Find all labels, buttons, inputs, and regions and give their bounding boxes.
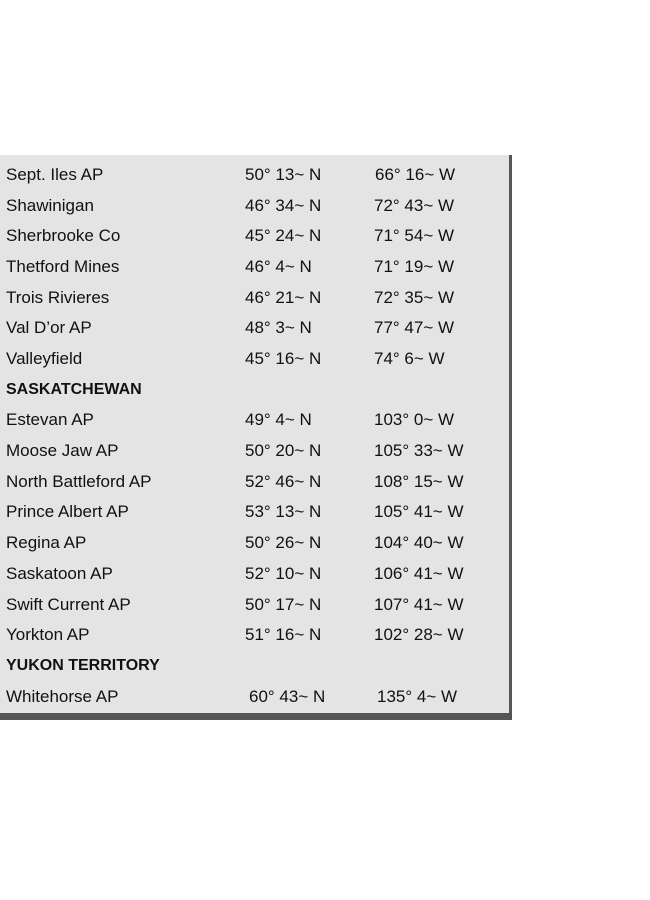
latitude: 46° 21~ N <box>245 288 322 307</box>
location-table <box>0 155 512 720</box>
province-heading: SASKATCHEWAN <box>6 381 142 398</box>
longitude: 103° 0~ W <box>374 410 455 429</box>
table-row <box>0 196 509 227</box>
latitude: 45° 16~ N <box>245 349 322 368</box>
latitude: 50° 13~ N <box>245 165 322 184</box>
longitude: 106° 41~ W <box>374 564 464 583</box>
location-name: Saskatoon AP <box>6 564 113 583</box>
longitude: 102° 28~ W <box>374 625 464 644</box>
longitude: 72° 35~ W <box>374 288 455 307</box>
latitude: 50° 26~ N <box>245 533 322 552</box>
location-name: Regina AP <box>6 533 87 552</box>
latitude: 60° 43~ N <box>249 687 326 706</box>
table-row <box>0 257 509 288</box>
location-name: Sept. Iles AP <box>6 165 104 184</box>
longitude: 77° 47~ W <box>374 318 455 337</box>
latitude: 52° 10~ N <box>245 564 322 583</box>
table-row <box>0 318 509 349</box>
latitude: 50° 20~ N <box>245 441 322 460</box>
table-row <box>0 349 509 380</box>
table-row <box>0 687 509 718</box>
table-row <box>0 441 509 472</box>
latitude: 45° 24~ N <box>245 226 322 245</box>
location-name: Sherbrooke Co <box>6 226 121 245</box>
table-row <box>0 472 509 503</box>
latitude: 46° 34~ N <box>245 196 322 215</box>
longitude: 74° 6~ W <box>374 349 445 368</box>
table-row <box>0 226 509 257</box>
table-row <box>0 533 509 564</box>
table-row <box>0 595 509 626</box>
location-name: Moose Jaw AP <box>6 441 119 460</box>
latitude: 53° 13~ N <box>245 502 322 521</box>
location-name: North Battleford AP <box>6 472 152 491</box>
latitude: 48° 3~ N <box>245 318 312 337</box>
latitude: 49° 4~ N <box>245 410 312 429</box>
latitude: 51° 16~ N <box>245 625 322 644</box>
province-heading: YUKON TERRITORY <box>6 657 160 674</box>
longitude: 108° 15~ W <box>374 472 464 491</box>
latitude: 52° 46~ N <box>245 472 322 491</box>
longitude: 71° 54~ W <box>374 226 455 245</box>
location-name: Thetford Mines <box>6 257 120 276</box>
latitude: 46° 4~ N <box>245 257 312 276</box>
section-heading <box>0 380 509 411</box>
location-name: Yorkton AP <box>6 625 90 644</box>
longitude: 66° 16~ W <box>375 165 456 184</box>
longitude: 71° 19~ W <box>374 257 455 276</box>
location-name: Trois Rivieres <box>6 288 110 307</box>
longitude: 135° 4~ W <box>377 687 458 706</box>
location-name: Estevan AP <box>6 410 94 429</box>
location-name: Shawinigan <box>6 196 94 215</box>
location-name: Swift Current AP <box>6 595 131 614</box>
table-row <box>0 625 509 656</box>
latitude: 50° 17~ N <box>245 595 322 614</box>
longitude: 107° 41~ W <box>374 595 464 614</box>
longitude: 72° 43~ W <box>374 196 455 215</box>
table-row <box>0 165 509 196</box>
table-row <box>0 564 509 595</box>
table-row <box>0 410 509 441</box>
table-row <box>0 288 509 319</box>
location-name: Prince Albert AP <box>6 502 129 521</box>
longitude: 104° 40~ W <box>374 533 464 552</box>
location-name: Val D’or AP <box>6 318 92 337</box>
location-name: Valleyfield <box>6 349 83 368</box>
location-name: Whitehorse AP <box>6 687 119 706</box>
longitude: 105° 33~ W <box>374 441 464 460</box>
section-heading <box>0 656 509 687</box>
table-row <box>0 502 509 533</box>
longitude: 105° 41~ W <box>374 502 464 521</box>
